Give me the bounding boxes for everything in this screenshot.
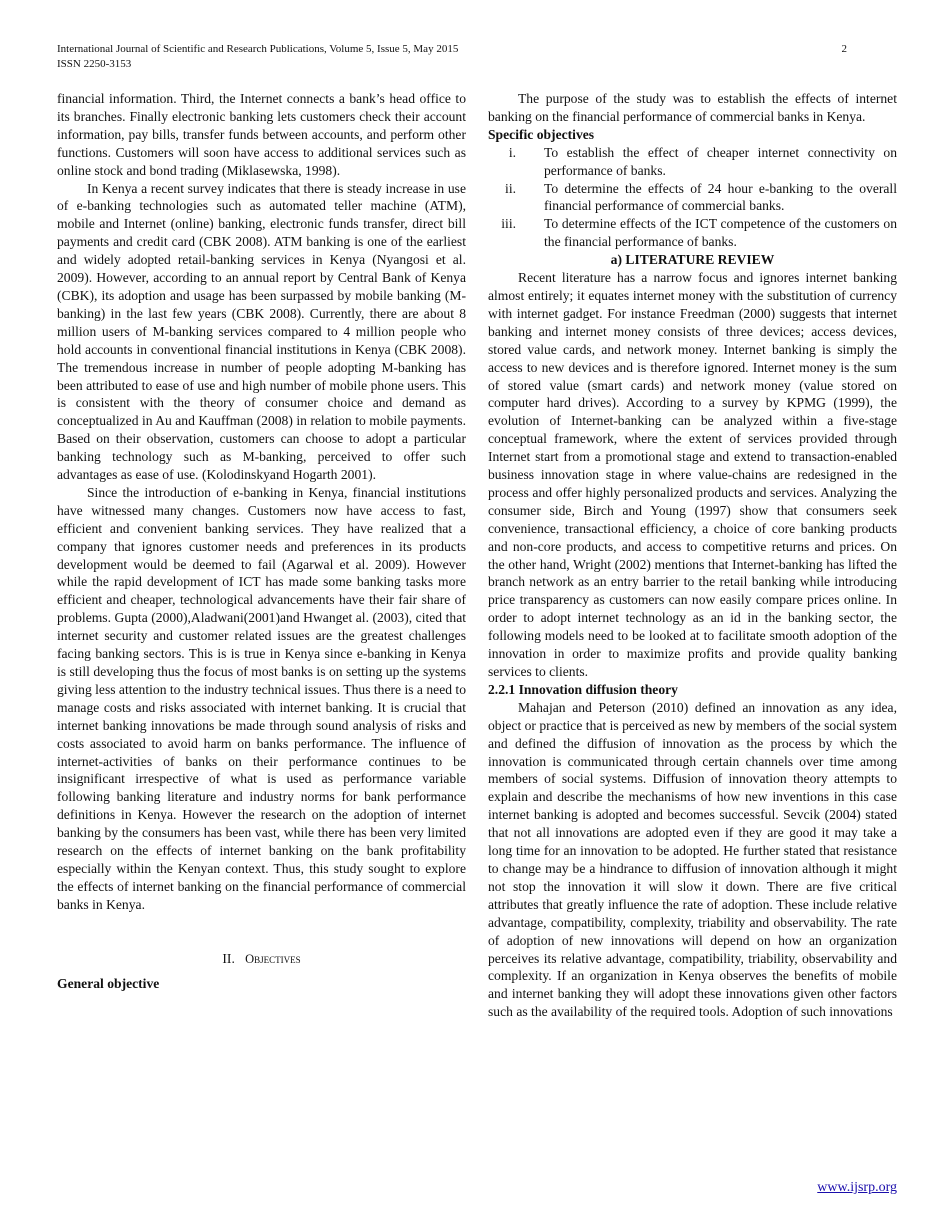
page-header (57, 42, 847, 72)
list-text: To determine the effects of 24 hour e-banking to the overall financial performance of commercial banks. (544, 180, 897, 214)
section-number: II. (222, 950, 235, 966)
footer-link[interactable]: www.ijsrp.org (817, 1180, 897, 1195)
subsection-heading: 2.2.1 Innovation diffusion theory (488, 681, 678, 697)
section-heading (57, 950, 466, 969)
paragraph: Since the introduction of e-banking in Kenya, financial institutions have witnessed many changes. Customers now have access to fast, efficient and convenient banking services. They have realized that a company that ignores customer needs and preferences in its products development would be deemed to fail (Agarwal et al. 2009). However while the rapid development of ICT has made some banking tasks more efficient and cheaper, technological advancements have their fair share of problems. Gupta (2000),Aladwani(2001)and Hwanget al. (2003), cited that internet security and customer related issues are the greatest challenges facing banking sectors. This is is true in Kenya since e-banking in Kenya is still developing thus the focus of most banks is on setting up the systems giving less attention to the industry technical issues. Thus there is a need to manage costs and risks associated with internet banking. It is crucial that internet banking innovations be made through sound analysis of risks and costs associated to avoid harm on banks performance. The influence of internet-activities of banks on their performance continues to be insignificant irrespective of what is used as performance variable following banking literature and industry norms for bank performance definitions in Kenya. However the research on the adoption of internet banking by the consumers has been vast, while there has been very limited research on the effects of internet banking on the bank profitability especially within the Kenyan context. Thus, this study sought to explore the effects of internet banking on the financial performance of commercial banks in Kenya. (57, 484, 466, 912)
specific-objectives-heading: Specific objectives (488, 126, 595, 142)
paragraph: Mahajan and Peterson (2010) defined an innovation as any idea, object or practice that is perceived as new by members of the social system and defined the diffusion of innovation as the process by which the innovation is communicated through certain channels over time among members of social systems. Diffusion of innovation theory attempts to explain and describe the mechanisms of how new inventions in this case internet banking is adopted and becomes successful. Sevcik (2004) stated that not all innovations are adopted even if they are good it may take a long time for an innovation to be adopted. He further stated that resistance to change may be a hindrance to diffusion of innovation although it might not stop the innovation it will slow it down. There are five critical attributes that greatly influence the rate of adoption. These include relative advantage, compatibility, complexity, triability and observability. The rate of adoption of new innovations will depend on how an organization perceives its relative advantage, compatibility, triability, observability and complexity. If an organization in Kenya observes the benefits of mobile and internet banking they will adopt these innovations given other factors such as the availability of the required tools. Adoption of such innovations (488, 699, 897, 1020)
issn: ISSN 2250-3153 (57, 58, 132, 70)
list-text: To determine effects of the ICT competence of the customers on the financial performance of banks. (544, 216, 897, 250)
list-item (488, 215, 897, 251)
list-item (488, 180, 897, 216)
list-number: ii. (505, 180, 516, 196)
paragraph: The purpose of the study was to establish the effects of internet banking on the financial performance of commercial banks in Kenya. (488, 91, 897, 124)
left-column (57, 90, 466, 993)
page-number: 2 (841, 43, 847, 55)
list-text: To establish the effect of cheaper internet connectivity on performance of banks. (544, 144, 897, 178)
journal-title: International Journal of Scientific and Research Publications, Volume 5, Issue 5, May 2015 (57, 43, 459, 55)
paragraph: financial information. Third, the Internet connects a bank’s head office to its branches. Finally electronic banking lets customers check their account information, pay bills, transfer funds between accounts, and perform other functions. Customers will soon have access to additional services such as online stock and bond trading (Miklasewska, 1998). (57, 91, 466, 178)
general-objective-heading: General objective (57, 975, 160, 991)
literature-review-heading: a) LITERATURE REVIEW (610, 252, 775, 268)
list-number: i. (508, 144, 516, 160)
paragraph: In Kenya a recent survey indicates that there is steady increase in use of e-banking technologies such as automated teller machine (ATM), mobile and Internet (online) banking, electronic funds transfer, direct bill payments and credit card (CBK 2008). ATM banking is one of the earliest and widely adopted retail-banking services in Kenya (Nyangosi et al. 2009). However, according to an annual report by Central Bank of Kenya (CBK), its adoption and usage has been surpassed by mobile banking (M-banking) in the last few years (CBK 2008). Currently, there are about 8 million users of M-banking services compared to 4 million people who hold accounts in conventional financial institutions in Kenya (CBK 2008). The tremendous increase in number of people adopting M-banking has been attributed to ease of use and high number of mobile phone users. This is consistent with the theory of consumer choice and demand as conceptualized in Au and Kauffman (2008) in relation to mobile payments. Based on their observation, customers can choose to adopt a particular banking technology such as M-banking, perceived to offer such advantages as ease of use. (Kolodinskyand Hogarth 2001). (57, 180, 466, 483)
paragraph: Recent literature has a narrow focus and ignores internet banking almost entirely; it equates internet money with the substitution of currency with internet gadget. For instance Freedman (2000) suggests that internet banking and internet money consists of three devices; access devices, stored value cards, and network money. Internet banking is simply the access to new devices and is therefore ignored. Internet money is the sum of stored value (smart cards) and network money (value stored on computer hard drives). According to a survey by KPMG (1999), the evolution of Internet-banking can be analyzed within a five-stage conceptual framework, where the extent of services provided through Internet start from a promotional stage and extend to transaction-enabled business innovation stage in where value-chains are redesigned in the process and offer highly personalized products and services. Analyzing the consumer side, Birch and Young (1997) show that consumers seek convenience, transactional efficiency, a choice of core banking products and non-core products, and access to competitive returns and prices. On the other hand, Wright (2002) mentions that Internet-banking has lifted the branch network as an entry barrier to the retail banking while introducing price transparency as customers can now easily compare prices online. In order to adopt internet technology as an id in the banking sector, the following models need to be looked at to facilitate smooth adoption of the innovation in order to maximize profits and provide quality banking services to clients. (488, 270, 897, 679)
right-column (488, 90, 897, 1021)
objectives-list (488, 144, 897, 251)
section-title: Objectives (245, 951, 301, 966)
list-number: iii. (501, 216, 516, 232)
list-item (488, 144, 897, 180)
